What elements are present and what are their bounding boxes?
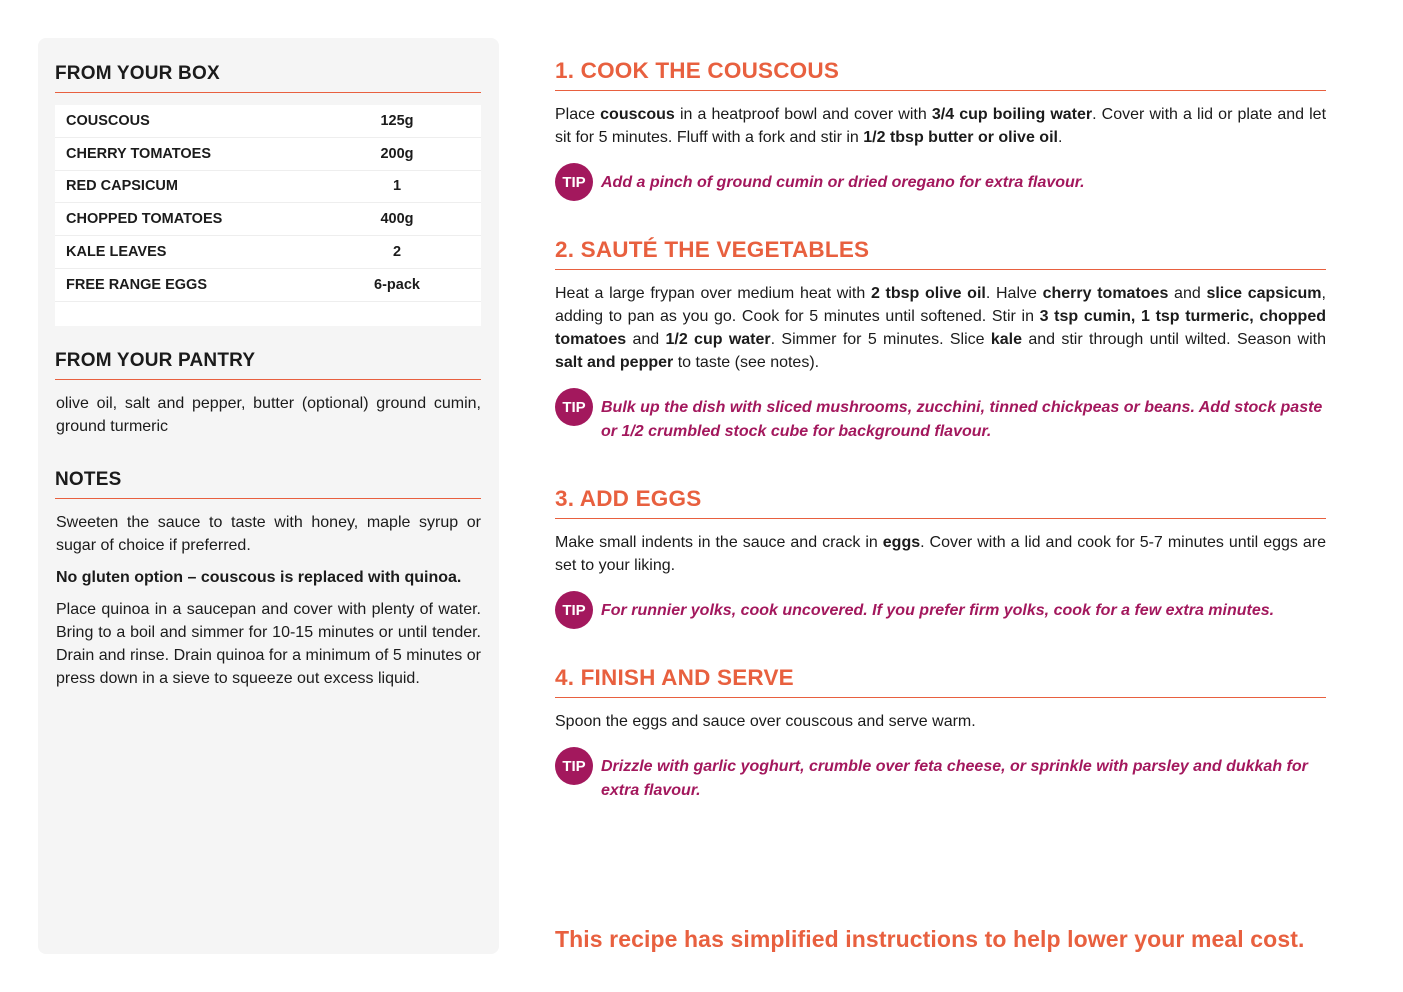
ingredient-qty: 200g <box>380 145 414 162</box>
tip <box>555 747 1326 802</box>
from-your-pantry-heading: FROM YOUR PANTRY <box>55 350 481 380</box>
table-row <box>55 105 481 138</box>
from-your-box-heading: FROM YOUR BOX <box>55 63 481 93</box>
ingredient-name: CHOPPED TOMATOES <box>66 211 223 228</box>
tip-badge-icon: TIP <box>555 163 593 201</box>
step-title: 1. COOK THE COUSCOUS <box>555 58 1326 91</box>
ingredient-name: RED CAPSICUM <box>66 178 178 195</box>
step-title: 3. ADD EGGS <box>555 486 1326 519</box>
bold-ingredient-text: couscous <box>600 106 675 123</box>
ingredient-qty: 1 <box>392 178 402 195</box>
tip-badge-icon: TIP <box>555 388 593 426</box>
tip-text: Drizzle with garlic yoghurt, crumble over feta cheese, or sprinkle with parsley and dukkah for extra flavour. <box>601 758 1308 799</box>
bold-ingredient-text: 2 tbsp olive oil <box>870 285 986 302</box>
step-1 <box>555 58 1326 201</box>
ingredients-panel <box>38 38 499 954</box>
step-body: Place couscous in a heatproof bowl and cover with 3/4 cup boiling water. Cover with a lid or plate and let sit for 5 minutes. Fluff with a fork and stir in 1/2 tbsp butter or olive oil. <box>555 106 1327 146</box>
table-row <box>55 236 481 269</box>
bold-ingredient-text: eggs <box>882 534 921 551</box>
ingredient-qty: 6-pack <box>374 276 420 293</box>
ingredient-qty: 125g <box>380 112 414 129</box>
bold-ingredient-text: 3 tsp cumin, 1 tsp turmeric, chopped tomatoes <box>555 308 1326 348</box>
pantry-items-text: olive oil, salt and pepper, butter (optional) ground cumin, ground turmeric <box>56 395 481 435</box>
tip <box>555 591 1326 629</box>
no-gluten-option-note: No gluten option – couscous is replaced with quinoa. <box>56 569 462 586</box>
ingredient-qty: 2 <box>392 244 402 261</box>
ingredient-name: FREE RANGE EGGS <box>66 276 207 293</box>
step-body: Spoon the eggs and sauce over couscous and serve warm. <box>555 713 976 730</box>
notes-body <box>56 511 481 699</box>
tip-text: Add a pinch of ground cumin or dried oregano for extra flavour. <box>601 174 1085 191</box>
table-row <box>55 171 481 204</box>
table-row <box>55 269 481 302</box>
tip-badge-icon: TIP <box>555 591 593 629</box>
table-row <box>55 138 481 171</box>
step-2 <box>555 237 1326 443</box>
ingredient-name: CHERRY TOMATOES <box>66 145 212 162</box>
step-title: 2. SAUTÉ THE VEGETABLES <box>555 237 1326 270</box>
tip-badge-icon: TIP <box>555 747 593 785</box>
bold-ingredient-text: 3/4 cup boiling water <box>931 106 1093 123</box>
step-body: Heat a large frypan over medium heat with 2 tbsp olive oil. Halve cherry tomatoes and slice capsicum, adding to pan as you go. Cook for 5 minutes until softened. Stir in 3 tsp cumin, 1 tsp turmeric, chopped tomatoes and 1/2 cup water. Simmer for 5 minutes. Slice kale and stir through until wilted. Season with salt and pepper to taste (see notes). <box>555 285 1326 371</box>
bold-ingredient-text: slice capsicum <box>1206 285 1322 302</box>
step-3 <box>555 486 1326 629</box>
step-body: Make small indents in the sauce and crack in eggs. Cover with a lid and cook for 5-7 minutes until eggs are set to your liking. <box>555 534 1327 574</box>
tip <box>555 163 1326 201</box>
tip-text: Bulk up the dish with sliced mushrooms, zucchini, tinned chickpeas or beans. Add stock paste or 1/2 crumbled stock cube for background flavour. <box>601 399 1323 440</box>
ingredient-qty: 400g <box>380 211 414 228</box>
table-row <box>55 203 481 236</box>
step-4 <box>555 665 1326 802</box>
box-ingredients-table <box>55 105 481 326</box>
tip-text: For runnier yolks, cook uncovered. If you prefer firm yolks, cook for a few extra minutes. <box>601 602 1275 619</box>
bold-ingredient-text: 1/2 tbsp butter or olive oil <box>863 129 1058 146</box>
bold-ingredient-text: salt and pepper <box>555 354 674 371</box>
notes-paragraph: Sweeten the sauce to taste with honey, maple syrup or sugar of choice if preferred. <box>56 514 481 554</box>
step-title: 4. FINISH AND SERVE <box>555 665 1326 698</box>
bold-ingredient-text: 1/2 cup water <box>665 331 771 348</box>
bold-ingredient-text: cherry tomatoes <box>1042 285 1169 302</box>
ingredient-name: KALE LEAVES <box>66 244 167 261</box>
notes-heading: NOTES <box>55 469 481 499</box>
footer-note: This recipe has simplified instructions to help lower your meal cost. <box>555 926 1305 952</box>
tip <box>555 388 1326 443</box>
bold-ingredient-text: kale <box>990 331 1022 348</box>
ingredient-name: COUSCOUS <box>66 112 150 129</box>
quinoa-instructions: Place quinoa in a saucepan and cover with plenty of water. Bring to a boil and simmer for 10-15 minutes or until tender. Drain and rinse. Drain quinoa for a minimum of 5 minutes or press down in a sieve to squeeze out excess liquid. <box>56 601 481 687</box>
